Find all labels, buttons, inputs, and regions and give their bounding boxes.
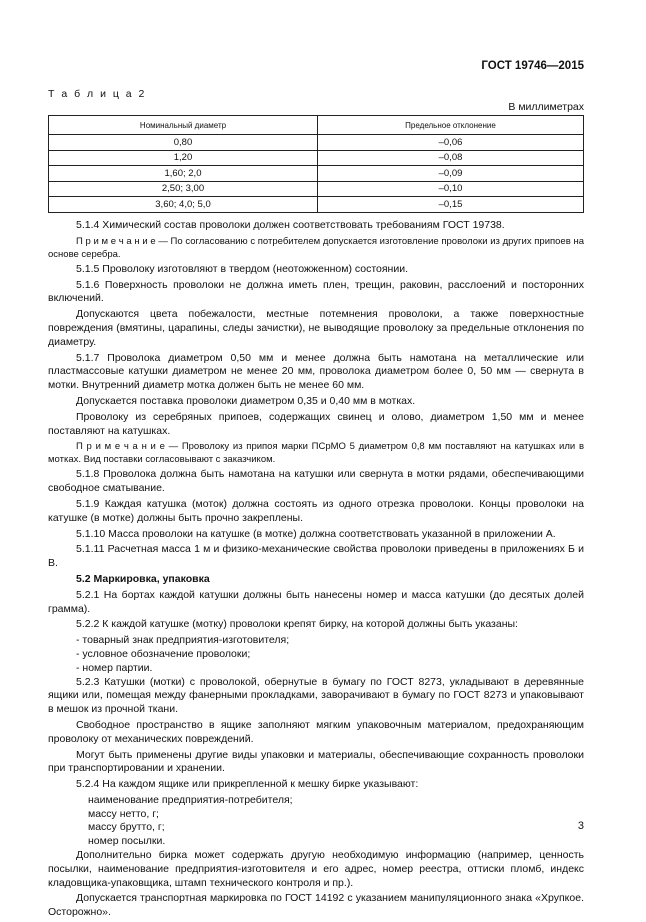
table-header-row [49,116,584,135]
list-item: массу брутто, г; [88,821,165,834]
table-cell: 3,60; 4,0; 5,0 [49,197,318,213]
paragraph: 5.1.4 Химический состав проволоки должен соответствовать требованиям ГОСТ 19738. [76,219,505,231]
table-row [49,197,584,213]
list-item: массу нетто, г; [88,807,159,820]
list-item: наименование предприятия-потребителя; [88,793,293,806]
paragraph: Свободное пространство в ящике заполняют мягким упаковочным материалом, предохраняющим проволоку от механических повреждений. [48,718,584,745]
table-caption: Т а б л и ц а 2 [48,88,147,100]
paragraph: 5.2.3 Катушки (мотки) с проволокой, обернутые в бумагу по ГОСТ 8273, укладывают в деревянные ящики или, помещая между фанерными прокладками, заворачивают в бумагу по ГОСТ 8273 и упаковывают в мешок из прочной ткани. [48,675,584,716]
paragraph: 5.2.2 К каждой катушке (мотку) проволоки крепят бирку, на которой должны быть указаны: [76,618,518,631]
table-cell: –0,06 [318,135,584,151]
table-row [49,135,584,151]
paragraph: Проволоку из серебряных припоев, содержащих свинец и олово, диаметром 1,50 мм и менее поставляют на катушках. [48,410,584,437]
paragraph: 5.1.6 Поверхность проволоки не должна иметь плен, трещин, раковин, расслоений и посторонних включений. [48,278,584,305]
paragraph: 5.1.10 Масса проволоки на катушке (в мотке) должна соответствовать указанной в приложении А. [76,527,556,540]
document-header: ГОСТ 19746—2015 [481,60,584,72]
tolerance-table [48,115,584,213]
paragraph: Допускается транспортная маркировка по ГОСТ 14192 с указанием манипуляционного знака «Хрупкое. Осторожно». [48,892,584,919]
table-row [49,181,584,197]
column-header: Номинальный диаметр [49,116,318,135]
list-item: - номер партии. [76,661,153,674]
note: П р и м е ч а н и е — Проволоку из припоя марки ПСрМО 5 диаметром 0,8 мм поставляют на катушках или в мотках. Вид поставки согласовывают с заказчиком. [48,441,584,466]
table-row [49,150,584,166]
note: П р и м е ч а н и е — По согласованию с потребителем допускается изготовление проволоки из других припоев на основе серебра. [48,235,584,260]
table-cell: 1,20 [49,150,318,166]
column-header: Предельное отклонение [318,116,584,135]
document-body [48,219,584,922]
paragraph: Могут быть применены другие виды упаковки и материалы, обеспечивающие сохранность проволоки при транспортировании и хранении. [48,748,584,775]
table-cell: –0,15 [318,197,584,213]
list-item: - товарный знак предприятия-изготовителя; [76,634,290,647]
table-row [49,166,584,182]
table-cell: –0,08 [318,150,584,166]
section-heading: 5.2 Маркировка, упаковка [76,572,210,585]
paragraph: 5.1.7 Проволока диаметром 0,50 мм и менее должна быть намотана на металлические или пластмассовые катушки диаметром не менее 20 мм, проволока диаметром более 0, 50 мм — свернута в мотки. Внутренний диаметр мотка должен быть не менее 60 мм. [48,351,584,392]
list-item: - условное обозначение проволоки; [76,647,251,660]
table-cell: –0,10 [318,181,584,197]
page-number: 3 [577,820,584,832]
units-label: В миллиметрах [508,101,584,113]
table-cell: 2,50; 3,00 [49,181,318,197]
paragraph: 5.1.9 Каждая катушка (моток) должна состоять из одного отрезка проволоки. Концы проволоки на катушке (в мотке) должны быть прочно закреплены. [48,497,584,524]
paragraph: 5.2.1 На бортах каждой катушки должны быть нанесены номер и масса катушки (до десятых долей грамма). [48,588,584,615]
table-cell: –0,09 [318,166,584,182]
paragraph: 5.1.8 Проволока должна быть намотана на катушки или свернута в мотки рядами, обеспечивающими свободное сматывание. [48,468,584,495]
table-cell: 1,60; 2,0 [49,166,318,182]
paragraph: 5.1.11 Расчетная масса 1 м и физико-механические свойства проволоки приведены в приложениях Б и В. [48,543,584,570]
paragraph: 5.2.4 На каждом ящике или прикрепленной к мешку бирке указывают: [76,778,419,791]
paragraph: Допускаются цвета побежалости, местные потемнения проволоки, а также поверхностные повреждения (вмятины, царапины, следы зачистки), не выводящие проволоку за предельные отклонения по диаметру. [48,308,584,348]
paragraph: 5.1.5 Проволоку изготовляют в твердом (неотожженном) состоянии. [76,262,409,275]
paragraph: Дополнительно бирка может содержать другую необходимую информацию (например, ценность посылки, наименование предприятия-изготовителя и его адрес, номер реестра, оттиски пломб, индекс кладовщика-упаковщика, штамп технического контроля и пр.). [48,849,584,889]
list-item: номер посылки. [88,835,166,848]
paragraph: Допускается поставка проволоки диаметром 0,35 и 0,40 мм в мотках. [76,394,416,407]
table-cell: 0,80 [49,135,318,151]
